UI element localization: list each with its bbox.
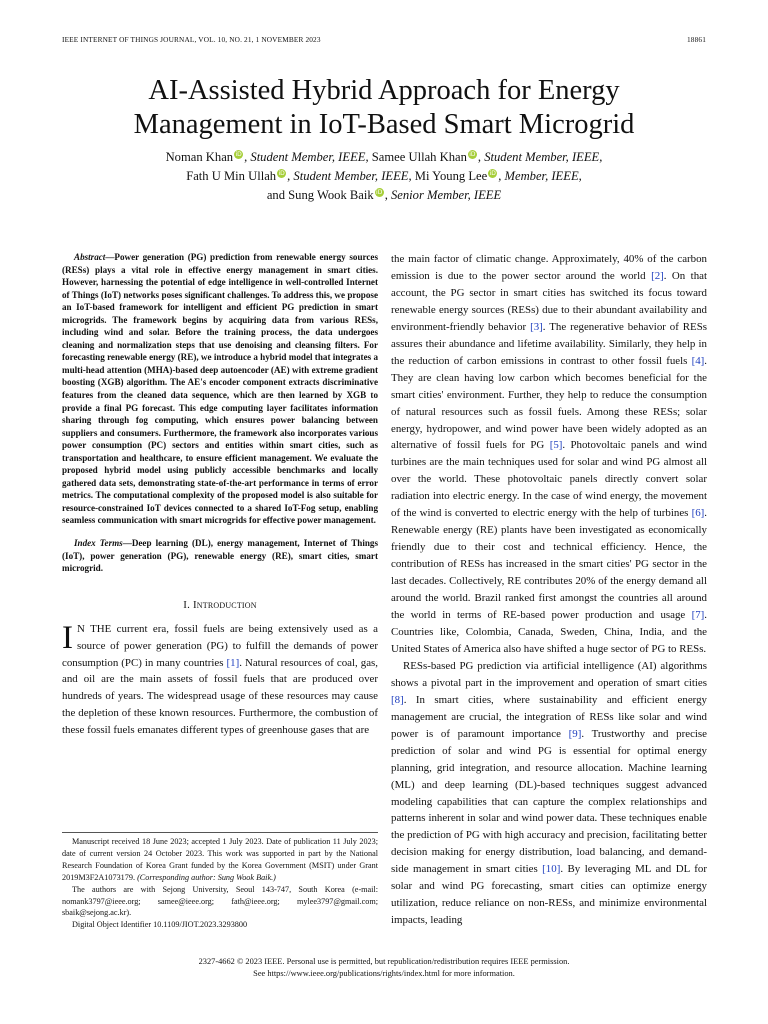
- citation-link[interactable]: [6]: [691, 507, 705, 520]
- section-title: Introduction: [192, 598, 257, 611]
- citation-link[interactable]: [4]: [691, 354, 705, 367]
- abstract-label: Abstract: [74, 252, 106, 262]
- author-role: Student Member, IEEE,: [484, 150, 603, 164]
- citation-link[interactable]: [7]: [691, 609, 705, 622]
- footnote-manuscript: [62, 836, 378, 884]
- citation-link[interactable]: [2]: [651, 269, 664, 282]
- author-name: Sung Wook Baik: [288, 188, 374, 202]
- body-text: . In smart cities, where sustainability and efficient energy management are crucial, the integration of RESs like solar and wind power is of paramount importance: [391, 693, 707, 740]
- citation-link[interactable]: [1]: [226, 656, 240, 669]
- body-text: . Photovoltaic panels and wind turbines are the main techniques used for solar and wind PG almost all over the world. These photovoltaic panels directly convert solar radiation into electric energy. In the case of wind energy, the movement of the wind is converted to electric energy with the help of turbines: [391, 439, 707, 520]
- author-name: Samee Ullah Khan: [371, 150, 467, 164]
- citation-link[interactable]: [9]: [568, 727, 582, 740]
- footnote: [62, 836, 378, 931]
- body-text: . By leveraging ML and DL for solar and wind PG forecasting, smart cities can optimize energy utilization, reduce reliance on non-RESs, and minimize environmental impacts, leading: [391, 863, 707, 927]
- index-terms: [62, 537, 378, 575]
- citation-link[interactable]: [10]: [542, 863, 561, 876]
- body-text: . Countries like, Colombia, Canada, Sweden, China, India, and the United States of America also have shifted a huge sector of PG to RESs.: [391, 609, 707, 655]
- journal-name: IEEE INTERNET OF THINGS JOURNAL, VOL. 10, NO. 21, 1 NOVEMBER 2023: [62, 35, 321, 44]
- body-text: . On that account, the PG sector in smart cities has switched its focus toward renewable energy sources (RESs) due to their abundant availability and environment-friendly behavior: [391, 269, 708, 333]
- orcid-icon[interactable]: iD: [376, 189, 383, 196]
- body-paragraph: [391, 251, 707, 658]
- intro-text: . Natural resources of coal, gas, and oil are the main assets of fossil fuels that are produced over hundreds of years. The widespread usage of these resources may cause the depletion of these known resources. Furthermore, the combustion of these fossil fuels emanates different types of greenhouse gases that are: [62, 656, 378, 737]
- section-heading: [62, 597, 378, 614]
- body-text: . Trustworthy and precise prediction of solar and wind PG is essential for optimal energy planning, grid integration, and resource allocation. Machine learning (ML) and deep learning (DL)-based techniques suggest advanced modeling capabilities that can capture the complex relationships and patterns inherent in solar and wind power data. These techniques enable the prediction of PG with high accuracy and precision, facilitating better decision making for energy distribution, load balancing, and demand-side management in smart cities: [391, 727, 707, 876]
- page-number: 18861: [687, 35, 706, 44]
- author-name: Noman Khan: [165, 150, 234, 164]
- author-role: Senior Member, IEEE: [391, 188, 502, 202]
- intro-lead: N THE current era, fossil fuels are being extensively used as a source of power generation (PG) to fulfill the demands of power consumption (PC) in many countries: [62, 622, 378, 669]
- footnote-doi: Digital Object Identifier 10.1109/JIOT.2023.3293800: [72, 920, 248, 930]
- copyright-line-1: 2327-4662 © 2023 IEEE. Personal use is permitted, but republication/redistribution requires IEEE permission.: [198, 957, 570, 966]
- index-terms-text: —Deep learning (DL), energy management, Internet of Things (IoT), power generation (PG), renewable energy (RE), smart cities, smart microgrid.: [62, 538, 378, 574]
- author-list: Noman Khan iD , Student Member, IEEE, Samee Ullah Khan iD , Student Member, IEEE, Fath U Min Ullah iD , Student Member, IEEE, Mi Young Lee iD , Member, IEEE, and Sung Wook Baik iD , Senior Member, IEEE: [165, 150, 603, 202]
- author-role: Student Member, IEEE,: [250, 150, 369, 164]
- author-conjunction: and: [266, 188, 286, 202]
- abstract: [62, 251, 378, 527]
- author-name: Fath U Min Ullah: [186, 169, 277, 183]
- orcid-icon[interactable]: iD: [235, 151, 242, 158]
- body-text: . The regenerative behavior of RESs assures their abundance and lifetime availability. Similarly, they help in the reduction of carbon emissions in contrast to other fossil fuels: [391, 320, 707, 367]
- index-terms-label: Index Terms: [74, 538, 123, 549]
- orcid-icon[interactable]: iD: [278, 170, 285, 177]
- copyright-line-2: See https://www.ieee.org/publications/rights/index.html for more information.: [253, 968, 515, 978]
- left-column: [62, 251, 378, 739]
- citation-link[interactable]: [8]: [391, 693, 404, 706]
- right-column: [391, 251, 707, 929]
- manuscript-text: Manuscript received 18 June 2023; accepted 1 July 2023. Date of publication 11 July 2023; date of current version 24 October 2023. This work was supported in part by the National Research Foundation of Korea Grant funded by the Korea Government (MSIT) under Grant 2019M3F2A1073179.: [62, 837, 378, 882]
- body-text: RESs-based PG prediction via artificial intelligence (AI) algorithms shows a pivotal part in the improvement and operation of smart cities: [391, 659, 707, 689]
- intro-paragraph: [62, 621, 378, 740]
- orcid-icon[interactable]: iD: [489, 170, 496, 177]
- body-text: . They are clean having low carbon which becomes beneficial for the smart cities' environment. Further, they help to reduce the consumption of natural resources such as fossil fuels. Among these RESs; solar energy, hydropower, and wind power have been widely adopted as an alternative of fossil fuels for PG: [391, 354, 707, 452]
- title-line-2: Management in IoT-Based Smart Microgrid: [133, 109, 635, 140]
- citation-link[interactable]: [5]: [549, 439, 563, 452]
- body-paragraph: [391, 658, 707, 929]
- body-text: . Renewable energy (RE) plants have been investigated as economically friendly due to their cost and technical efficiency. Hence, the contribution of RESs has increased in the smart cities' PG sector in the last decades. Collectively, RE contributes 20% of the energy demand all around the world. Brazil ranked first amongst the countries all around the world in terms of RE-based power production and usage: [391, 507, 707, 622]
- copyright-notice: [62, 956, 706, 979]
- running-header: [62, 35, 706, 44]
- citation-link[interactable]: [3]: [530, 320, 543, 333]
- author-name: Mi Young Lee: [414, 169, 488, 183]
- drop-cap: I: [62, 619, 73, 656]
- paper-title: [40, 74, 728, 142]
- orcid-icon[interactable]: iD: [469, 151, 476, 158]
- section-number: I.: [183, 598, 190, 611]
- corresponding-author: (Corresponding author: Sung Wook Baik.): [137, 872, 276, 882]
- author-role: Member, IEEE,: [504, 169, 582, 183]
- abstract-text: —Power generation (PG) prediction from renewable energy sources (RESs) plays a vital role in effective energy management in smart cities. However, harnessing the potential of edge intelligence in well-controlled Internet of Things (IoT) networks poses significant challenges. To address this, we propose an IoT-based framework for intelligent and efficient PG prediction in smart microgrids. The framework begins by acquiring data from various RESs, including wind and solar. Before the training process, the data undergoes cleaning and normalization steps that use denoising and cleansing filters. For forecasting renewable energy (RE), we introduce a hybrid model that integrates a multi-head attention (MHA)-based deep autoencoder (AE) with extreme gradient boosting (XGB) algorithm. The AE's encoder component extracts discriminative features from the cleaned data sequence, which are then learned by XGB to provide a final PG forecast. This edge computing layer facilitates information sharing through fog computing, which ensures power balancing between suppliers and consumers. Furthermore, the framework also incorporates various power consumption (PC) sectors and entities within smart cities, such as transportation and healthcare, to ensure efficient management. We evaluate the proposed hybrid model using publicly accessible benchmarks and locally gathered data sets, demonstrating state-of-the-art performance in terms of error metrics. The computational complexity of the proposed model is also suitable for resource-constrained IoT devices connected to a shared IoT-Fog setup, enabling seamless communication with smart microgrids for effective power management.: [62, 252, 378, 526]
- body-text: the main factor of climatic change. Approximately, 40% of the carbon emission is due to the power sector around the world: [391, 253, 707, 282]
- author-role: Student Member, IEEE,: [293, 169, 412, 183]
- footnote-affiliation: The authors are with Sejong University, Seoul 143-747, South Korea (e-mail: nomank3797@ieee.org; samee@ieee.org; fath@ieee.org; mylee3797@gmail.com; sbaik@sejong.ac.kr).: [62, 884, 378, 918]
- title-line-1: AI-Assisted Hybrid Approach for Energy: [148, 75, 620, 106]
- footnote-rule: [62, 832, 378, 833]
